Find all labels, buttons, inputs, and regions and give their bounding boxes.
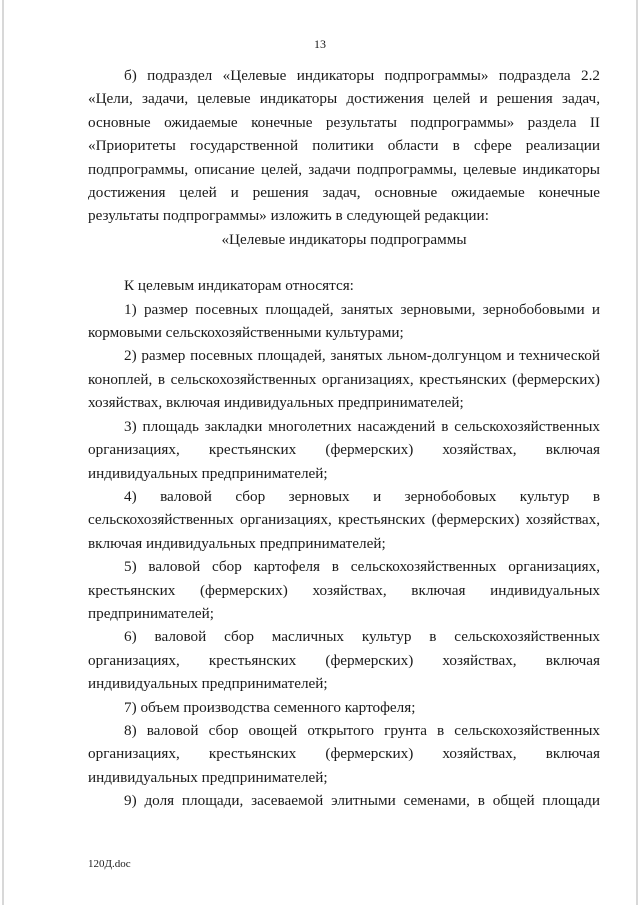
list-item-5: 5) валовой сбор картофеля в сельскохозяйственных организациях, крестьянских (фермерских) хозяйствах, включая индивидуальных предпринимателей; [88,558,600,622]
list-item-9: 9) доля площади, засеваемой элитными семенами, в общей площади [124,792,600,810]
document-body [88,64,600,813]
list-item-8: 8) валовой сбор овощей открытого грунта в сельскохозяйственных организациях, крестьянских (фермерских) хозяйствах, включая индивидуальных предпринимателей; [88,721,600,786]
list-item-1: 1) размер посевных площадей, занятых зерновыми, зернобобовыми и кормовыми сельскохозяйственными культурами; [88,300,600,342]
spacer [88,251,600,274]
list-item-4: 4) валовой сбор зерновых и зернобобовых культур в сельскохозяйственных организациях, крестьянских (фермерских) хозяйствах, включая индивидуальных предпринимателей; [88,487,600,552]
list-item-2: 2) размер посевных площадей, занятых льном-долгунцом и технической коноплей, в сельскохозяйственных организациях, крестьянских (фермерских) хозяйствах, включая индивидуальных предпринимателей; [88,347,600,412]
scan-right-edge [636,0,638,905]
intro-paragraph: б) подраздел «Целевые индикаторы подпрограммы» подраздела 2.2 «Цели, задачи, целевые индикаторы достижения целей и решения задач, основные ожидаемые конечные результаты подпрограммы» раздела II «Приоритеты государственной политики области в сфере реализации подпрограммы, описание целей, задачи подпрограммы, целевые индикаторы достижения целей и решения задач, основные ожидаемые конечные результаты подпрограммы» изложить в следующей редакции: [88,67,600,225]
list-item-7: 7) объем производства семенного картофеля; [124,698,416,716]
page-number: 13 [314,37,326,51]
list-item-3: 3) площадь закладки многолетних насаждений в сельскохозяйственных организациях, крестьянских (фермерских) хозяйствах, включая индивидуальных предпринимателей; [88,417,600,482]
scan-left-edge [2,0,4,905]
list-intro: К целевым индикаторам относятся: [124,277,354,295]
list-item-6: 6) валовой сбор масличных культур в сельскохозяйственных организациях, крестьянских (фермерских) хозяйствах, включая индивидуальных предпринимателей; [88,628,600,693]
section-title: «Целевые индикаторы подпрограммы [221,230,467,248]
footer-filename: 120Д.doc [88,858,131,870]
